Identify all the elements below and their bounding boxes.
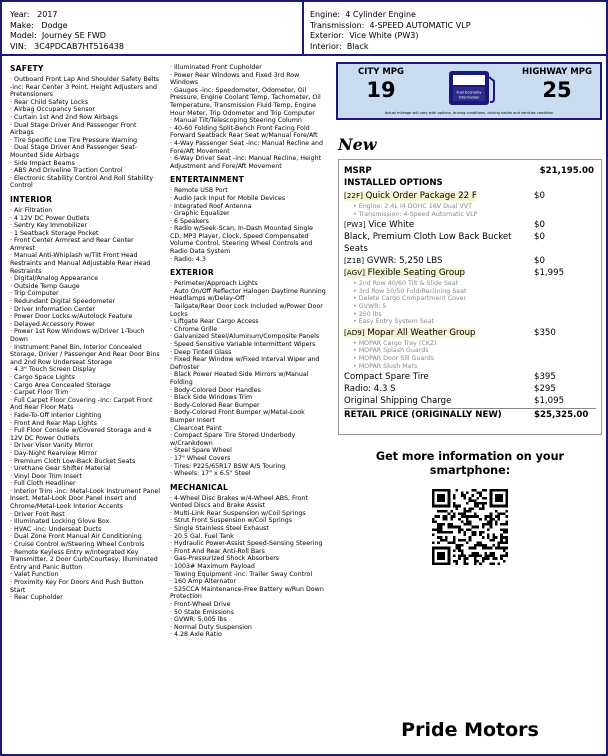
highway-mpg (514, 67, 600, 103)
feature-item: · Trip Computer (10, 290, 59, 298)
option-title: Quick Order Package 22 F (365, 191, 477, 201)
feature-item: · Manual Tilt/Telescoping Steering Column (170, 117, 302, 125)
smartphone-prompt: Get more information on your smartphone: (375, 450, 565, 477)
feature-item: · Clearcoat Paint (170, 424, 222, 432)
option-name (344, 384, 396, 394)
feature-item: · Carpet Floor Trim (10, 389, 69, 397)
feature-item: · Proximity Key For Doors And Push Button Start (10, 579, 144, 594)
model-value: Journey SE FWD (41, 31, 106, 40)
feature-item: · Full Floor Console w/Covered Storage and 4 12V DC Power Outlets (10, 427, 152, 442)
option-title: Black, Premium Cloth Low Back Bucket (344, 232, 512, 243)
option-price: $295 (534, 384, 556, 395)
feature-item: · Day-Night Rearview Mirror (10, 449, 97, 457)
interior-value: Black (346, 41, 369, 51)
feature-item: · Deep Tinted Glass (170, 348, 232, 356)
feature-item: · 17" Wheel Covers (170, 454, 231, 462)
option-code: [22F] (344, 191, 363, 200)
option-title: Radio: 4.3 S (344, 384, 396, 395)
feature-item: · Strut Front Suspension w/Coil Springs (170, 517, 293, 525)
option-code: [AGV] (344, 268, 365, 278)
feature-item: · Illuminated Locking Glove Box (10, 518, 110, 526)
option-name (344, 328, 476, 338)
feature-item: · 4 12V DC Power Outlets (10, 214, 90, 222)
model-label: Model: (10, 31, 37, 40)
feature-item: · Power 1st Row Windows w/Driver 1-Touch Down (10, 328, 145, 343)
feature-item: · Black Power Heated Side Mirrors w/Manual Folding (170, 371, 309, 386)
feature-item: · Cargo Area Concealed Storage (10, 381, 111, 389)
features-column-left (10, 64, 160, 602)
option-detail: • 250 lbs (353, 310, 382, 318)
feature-item: · 40-60 Folding Split-Bench Front Facing Fold Forward Seatback Rear Seat w/Manual Fore/Aft (170, 124, 318, 140)
feature-item: · 1003# Maximum Payload (170, 563, 255, 571)
retail-divider (344, 408, 596, 409)
feature-item: · 160 Amp Alternator (170, 578, 237, 586)
engine-value: 4 Cylinder Engine (345, 10, 416, 19)
feature-item: · Chrome Grille (170, 325, 218, 333)
feature-item: · 525CCA Maintenance-Free Battery w/Run Down Protection (170, 585, 324, 601)
features-column-middle (170, 64, 326, 639)
installed-options-label: INSTALLED OPTIONS (344, 178, 443, 188)
feature-item: · Driver Foot Rest (10, 510, 65, 518)
feature-item: · Full Cloth Headliner (10, 480, 76, 488)
feature-item: · Power Rear Windows and Fixed 3rd Row Windows (170, 71, 300, 87)
feature-item: · HVAC -inc: Underseat Ducts (10, 525, 102, 533)
feature-item: · Remote USB Port (170, 187, 228, 195)
option-name (344, 268, 465, 278)
fuel-pump-icon (444, 69, 498, 107)
option-detail: • MOPAR Splash Guards (353, 347, 429, 355)
option-price: $1,995 (534, 268, 565, 279)
option-title-cont: Seats (344, 244, 368, 255)
section-heading-mechanical: MECHANICAL (170, 482, 229, 492)
option-code: [AD9] (344, 327, 365, 337)
feature-item: · Liftgate Rear Cargo Access (170, 318, 259, 326)
feature-item: · Front And Rear Anti-Roll Bars (170, 547, 265, 555)
option-name (344, 191, 477, 201)
year-value: 2017 (37, 10, 58, 19)
feature-item: · Driver Information Center (10, 305, 96, 313)
option-name (344, 232, 512, 242)
feature-item: · Black Side Windows Trim (170, 394, 253, 402)
option-detail: • Delete Cargo Compartment Cover (353, 295, 467, 303)
section-heading-interior: INTERIOR (10, 194, 53, 204)
feature-item: · Radio: 4.3 (170, 255, 206, 263)
feature-item: · Rear Child Safety Locks (10, 98, 89, 106)
feature-item: · Body-Colored Door Handles (170, 386, 261, 394)
condition-label: New (338, 135, 377, 154)
option-detail: • MOPAR Slush Mats (353, 362, 418, 370)
highway-mpg-label: HIGHWAY MPG (522, 67, 592, 77)
option-price: $0 (534, 232, 545, 243)
section-heading-safety: SAFETY (10, 64, 44, 73)
feature-item: · Tailgate/Rear Door Lock Included w/Power Door Locks (170, 303, 323, 318)
option-detail: • Engine: 2.4L I4 DOHC 16V Dual VVT (353, 203, 472, 210)
feature-item: · Urethane Gear Shifter Material (10, 465, 111, 473)
mpg-disclaimer: Actual mileage will vary with options, driving conditions, driving habits and vehicles condition (384, 111, 554, 115)
option-title: GVWR: 5,250 LBS (366, 256, 443, 267)
section-heading-exterior: EXTERIOR (170, 268, 214, 278)
option-title: Vice White (368, 220, 415, 231)
interior-label: Interior: (310, 41, 342, 51)
option-price: $395 (534, 372, 556, 383)
feature-item: · Digital/Analog Appearance (10, 275, 99, 283)
feature-item: · ABS And Driveline Traction Control (10, 167, 123, 175)
feature-item: · 4.3" Touch Screen Display (10, 366, 96, 374)
feature-item: · 20.5 Gal. Fuel Tank (170, 532, 234, 540)
feature-item: · 4-Wheel Disc Brakes w/4-Wheel ABS, Front Vented Discs and Brake Assist (170, 494, 308, 510)
feature-item: · 1 Seatback Storage Pocket (10, 229, 99, 237)
feature-item: · 50 State Emissions (170, 608, 234, 616)
option-name (344, 220, 414, 230)
transmission-label: Transmission: (310, 20, 365, 30)
header-divider (302, 2, 304, 56)
feature-item: · Single Stainless Steel Exhaust (170, 525, 269, 533)
option-detail: • MOPAR Cargo Tray (CKZ) (353, 339, 437, 347)
feature-item: · Cruise Control w/Steering Wheel Controls (10, 541, 145, 549)
feature-item: · Cargo Space Lights (10, 373, 75, 381)
feature-item: · Power Door Locks w/Autolock Feature (10, 313, 133, 321)
feature-item: · Towing Equipment -inc: Trailer Sway Control (170, 570, 313, 578)
feature-item: · GVWR: 5,005 lbs (170, 616, 227, 624)
option-title: Compact Spare Tire (344, 372, 429, 383)
feature-item: · Wheels: 17" x 6.5" Steel (170, 470, 251, 478)
feature-item: · 6 Speakers (170, 217, 209, 225)
feature-item: · Illuminated Front Cupholder (170, 64, 262, 71)
feature-item: · Delayed Accessory Power (10, 320, 95, 328)
feature-item: · Integrated Roof Antenna (170, 202, 252, 210)
feature-item: · Full Carpet Floor Covering -inc: Carpet Front And Rear Floor Mats (10, 396, 153, 412)
feature-item: · Fixed Rear Window w/Fixed Interval Wiper and Defroster (170, 356, 320, 371)
feature-item: · Redundant Digital Speedometer (10, 298, 116, 306)
vehicle-header (2, 2, 606, 56)
feature-item: · Driver Visor Vanity Mirror (10, 442, 94, 450)
feature-item: · Instrument Panel Bin, Interior Concealed Storage, Driver / Passenger And Rear Door Bins and 2nd Row Underseat Storage (10, 343, 160, 366)
section-heading-entertainment: ENTERTAINMENT (170, 175, 244, 185)
transmission-value: 4-SPEED AUTOMATIC VLP (369, 20, 471, 30)
year-label: Year: (10, 10, 30, 19)
option-price: $0 (534, 220, 545, 231)
feature-item: · Multi-Link Rear Suspension w/Coil Springs (170, 509, 306, 517)
option-detail: • 3rd Row 50/50 Fold/Reclining Seat (353, 287, 467, 295)
feature-item: · Dual Stage Driver And Passenger Seat-Mounted Side Airbags (10, 144, 138, 159)
feature-item: · Graphic Equalizer (170, 210, 230, 218)
highway-mpg-value: 25 (542, 78, 572, 102)
option-price: $0 (534, 191, 545, 201)
msrp-label: MSRP (344, 166, 372, 176)
retail-value: $25,325.00 (534, 410, 589, 421)
engine-label: Engine: (310, 10, 341, 19)
feature-item: · Outboard Front Lap And Shoulder Safety Belts -inc: Rear Center 3 Point, Height Adjusters and Pretensioners (10, 76, 160, 99)
feature-item: · Perimeter/Approach Lights (170, 280, 258, 288)
feature-item: · 4-Way Passenger Seat -inc: Manual Recline and Fore/Aft Movement (170, 139, 324, 155)
option-title: Flexible Seating Group (367, 268, 465, 279)
feature-item: · Normal Duty Suspension (170, 623, 252, 631)
fuel-economy-box (336, 62, 602, 120)
pump-text-2: Information (458, 95, 480, 100)
shipping-label: Original Shipping Charge (344, 396, 452, 407)
option-title: Mopar All Weather Group (367, 327, 476, 338)
option-detail: • MOPAR Door Sill Guards (353, 355, 435, 362)
feature-item: · Audio Jack Input for Mobile Devices (170, 194, 286, 202)
option-detail: • Transmission: 4-Speed Automatic VLP (353, 210, 478, 218)
vin-value: 3C4PDCAB7HT516438 (34, 41, 124, 51)
feature-item: · Airbag Occupancy Sensor (10, 106, 95, 114)
feature-item: · Remote Keyless Entry w/Integrated Key Transmitter, 2 Door Curb/Courtesy, Illuminated Entry and Panic Button (10, 548, 158, 571)
feature-item: · Radio w/Seek-Scan, In-Dash Mounted Single CD, MP3 Player, Clock, Speed Compensated Volume Control, Steering Wheel Controls and Radio Data System (170, 225, 314, 256)
city-mpg (338, 67, 424, 103)
option-code: [Z1B] (344, 256, 365, 266)
feature-item: · Front-Wheel Drive (170, 601, 231, 608)
feature-item: · Body-Colored Rear Bumper (170, 401, 260, 409)
feature-item: · Air Filtration (10, 206, 53, 214)
feature-item: · Tires: P225/65R17 BSW A/S Touring (170, 462, 286, 470)
option-price: $350 (534, 327, 556, 338)
pump-text-1: Fuel Economy (456, 90, 482, 95)
option-code: [PW3] (344, 220, 366, 230)
option-name (344, 372, 429, 382)
retail-label: RETAIL PRICE (ORIGINALLY NEW) (344, 410, 502, 421)
feature-item: · Gauges -inc: Speedometer, Odometer, Oil Pressure, Engine Coolant Temp, Tachometer, Oil Temperature, Transmission Fluid Temp, Engine Hour Meter, Trip Odometer and Trip Computer (170, 86, 321, 117)
feature-item: · Electronic Stability Control And Roll Stability Control (10, 174, 154, 190)
feature-item: · Tire Specific Low Tire Pressure Warning (10, 136, 138, 144)
option-detail: • Easy Entry System Seat (353, 318, 434, 326)
option-price: $0 (534, 256, 545, 267)
feature-item: · Sentry Key Immobilizer (10, 222, 88, 230)
feature-item: · Fade-To-Off Interior Lighting (10, 411, 102, 419)
feature-item: · Interior Trim -inc: Metal-Look Instrument Panel Insert, Metal-Look Door Panel Insert and Chrome/Metal-Look Interior Accents (10, 487, 161, 511)
feature-item: · Auto On/Off Reflector Halogen Daytime Running Headlamps w/Delay-Off (170, 287, 326, 303)
dealer-name: Pride Motors (401, 719, 539, 741)
shipping-value: $1,095 (534, 396, 565, 407)
feature-item: · Premium Cloth Low-Back Bucket Seats (10, 457, 136, 465)
feature-item: · Valet Function (10, 571, 59, 579)
feature-item: · Side Impact Beams (10, 159, 75, 167)
feature-item: · Manual Anti-Whiplash w/Tilt Front Head Restraints and Manual Adjustable Rear Head Restraints (10, 252, 151, 275)
feature-item: · Hydraulic Power-Assist Speed-Sensing Steering (170, 540, 323, 548)
vehicle-id-block (10, 10, 124, 52)
pricing-box (338, 159, 602, 435)
vehicle-spec-block (310, 10, 471, 52)
feature-item: · Body-Colored Front Bumper w/Metal-Look Bumper Insert (170, 409, 305, 424)
feature-item: · Rear Cupholder (10, 594, 63, 602)
feature-item: · Compact Spare Tire Stored Underbody w/Crankdown (170, 432, 296, 447)
qr-code[interactable] (432, 489, 508, 565)
feature-item: · Gas-Pressurized Shock Absorbers (170, 555, 280, 563)
feature-item: · 6-Way Driver Seat -inc: Manual Recline, Height Adjustment and Fore/Aft Movement (170, 155, 322, 170)
option-detail: • GVWR: 5 (353, 303, 387, 310)
vin-label: VIN: (10, 41, 27, 51)
feature-item: · Front And Rear Map Lights (10, 419, 97, 427)
feature-item: · 4.28 Axle Ratio (170, 631, 222, 639)
city-mpg-label: CITY MPG (358, 67, 404, 77)
make-value: Dodge (41, 20, 68, 30)
feature-item: · Speed Sensitive Variable Intermittent Wipers (170, 341, 316, 348)
city-mpg-value: 19 (366, 78, 396, 102)
make-label: Make: (10, 20, 34, 30)
feature-item: · Galvanized Steel/Aluminum/Composite Panels (170, 333, 320, 341)
feature-item: · Front Center Armrest and Rear Center Armrest (10, 237, 134, 252)
feature-item: · Steel Spare Wheel (170, 447, 232, 455)
feature-item: · Outside Temp Gauge (10, 282, 80, 290)
option-name (344, 256, 442, 266)
feature-item: · Dual Zone Front Manual Air Conditioning (10, 533, 142, 541)
exterior-label: Exterior: (310, 31, 345, 40)
option-detail: • 2nd Row 40/60 Tilt & Slide Seat (353, 280, 459, 288)
feature-item: · Vinyl Door Trim Insert (10, 472, 82, 480)
feature-item: · Curtain 1st And 2nd Row Airbags (10, 113, 118, 121)
exterior-value: Vice White (PW3) (349, 31, 419, 40)
msrp-value: $21,195.00 (539, 166, 594, 176)
feature-item: · Dual Stage Driver And Passenger Front Airbags (10, 121, 137, 137)
